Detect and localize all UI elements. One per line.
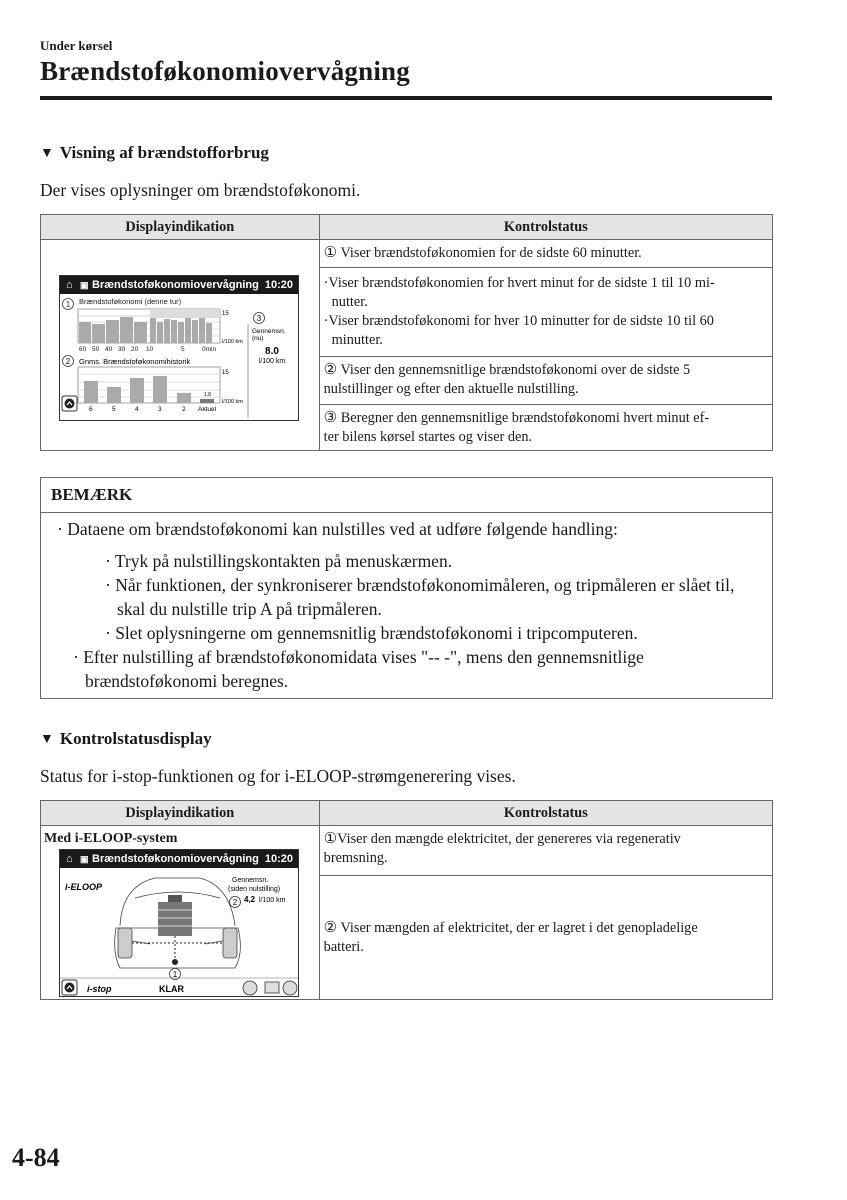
chart2-bar (153, 376, 167, 403)
status-text: bremsning. (323, 850, 388, 866)
home-icon: ⌂ (66, 853, 73, 865)
note-subline: · Slet oplysningerne om gennemsnitlig brændstoføkonomi i tripcomputeren. (105, 623, 638, 643)
back-button-icon (65, 399, 75, 409)
avg-label: Gennemsn. (252, 328, 286, 335)
marker-2-text: 2 (232, 898, 238, 907)
screen-time: 10:20 (264, 853, 293, 865)
circled-number-icon: ② (323, 360, 338, 378)
avg-unit: l/100 km (258, 358, 286, 365)
chart1-unit: l/100 km (222, 339, 243, 345)
istop-status: KLAR (159, 984, 184, 994)
status-row-1 (319, 240, 772, 268)
chart1-bar (92, 324, 105, 343)
chart1-bar (164, 319, 170, 343)
chart2-ticks (89, 406, 217, 413)
marker-1-text: 1 (172, 970, 178, 979)
chart1-bar (178, 322, 184, 343)
status-text: minutter. (331, 332, 383, 348)
chart1-label: Brændstoføkonomi (denne tur) (79, 297, 182, 306)
chart1-bar (199, 318, 205, 343)
marker-2-text: 2 (65, 357, 71, 366)
screen-title-bar (60, 850, 298, 868)
status-text: ter bilens kørsel startes og viser den. (323, 429, 533, 445)
chart1-tick: 5 (181, 346, 185, 353)
chart1-tick: 40 (105, 346, 113, 353)
page-number: 4-84 (12, 1143, 60, 1172)
circled-number-icon: ② (323, 918, 338, 936)
chart2-bar-current (200, 399, 214, 403)
chart2-tick: 3 (158, 406, 162, 413)
chart1-tick: 50 (92, 346, 100, 353)
circled-number-icon: ① (323, 829, 338, 847)
chart1-bar (79, 322, 91, 343)
marker-3-text: 3 (256, 314, 262, 323)
display-cell (41, 240, 320, 451)
status-text: nutter. (331, 294, 368, 310)
chart1-band (150, 309, 220, 318)
energy-flow-lines (132, 936, 223, 963)
note-box (40, 477, 773, 699)
battery-block (158, 902, 192, 936)
status-text: batteri. (323, 939, 364, 955)
chart2-tick: Aktuel (198, 406, 217, 413)
status-row-2 (319, 876, 772, 1000)
system-label: Med i-ELOOP-system (44, 831, 178, 846)
avg-label-sub: (nu) (252, 335, 264, 342)
note-subline: · Når funktionen, der synkroniserer brændstoføkonomimåleren, og tripmåleren er slået til, skal du nulstille trip A på tripmåleren. (105, 575, 735, 619)
chart1-bar (157, 322, 163, 343)
chart1-tick: 30 (118, 346, 126, 353)
istop-logo-text: i-stop (87, 984, 112, 994)
note-subline: · Tryk på nulstillingskontakten på menuskærmen. (105, 551, 453, 571)
chart1-tick: 20 (131, 346, 139, 353)
status-row-1 (319, 826, 772, 876)
note-line: · Efter nulstilling af brændstoføkonomidata vises "-- -", mens den gennemsnitlige brændstoføkonomi beregnes. (73, 647, 644, 691)
chart1-bar (171, 320, 177, 343)
chart2-bar (177, 393, 191, 403)
section-heading-status (40, 729, 212, 749)
flow-node (172, 959, 178, 965)
screen-time: 10:20 (264, 279, 293, 291)
consumption-table (40, 214, 773, 451)
chart2-bar (107, 387, 121, 403)
chart1-tick: 60 (79, 346, 87, 353)
chart2-bar-label: 1.8 (204, 392, 211, 398)
col-header-status: Kontrolstatus (319, 801, 772, 826)
chart2-bar (130, 378, 144, 403)
chart1-bar (134, 322, 147, 343)
screen-title: Brændstoføkonomiovervågning (92, 279, 259, 291)
chart1-bar (206, 323, 212, 343)
status-row-2 (319, 357, 772, 405)
col-header-display: Displayindikation (41, 215, 320, 240)
col-header-display: Displayindikation (41, 801, 320, 826)
ieloop-logo-text: i-ELOOP (65, 882, 103, 892)
marker-1-text: 1 (65, 300, 71, 309)
avg-label-sub: (siden nulstilling) (228, 886, 281, 893)
status-row-1b (319, 268, 772, 357)
back-button-icon (65, 983, 75, 993)
section-intro: Status for i-stop-funktionen og for i-ELOOP-strømgenerering vises. (40, 766, 516, 786)
screen-title: Brændstoføkonomiovervågning (92, 853, 259, 865)
chart2-tick: 5 (112, 406, 116, 413)
status-text: Viser mængden af elektricitet, der er lagret i det genopladelige (340, 920, 698, 936)
section-heading-text: Kontrolstatusdisplay (59, 729, 212, 748)
avg-unit: l/100 km (259, 897, 286, 904)
chart1-bar (120, 317, 133, 343)
battery-cap (168, 895, 182, 902)
chart1-bar (192, 320, 198, 343)
status-text: Viser brændstoføkonomien for de sidste 60 minutter. (340, 245, 642, 261)
title-rule (40, 96, 772, 100)
fuel-monitor-screen (59, 275, 299, 421)
circled-number-icon: ③ (323, 408, 338, 426)
chart1-bar (106, 320, 119, 343)
note-heading: BEMÆRK (41, 478, 772, 513)
chart2-tick: 4 (135, 406, 139, 413)
chart1-tick: 10 (146, 346, 154, 353)
fuel-icon: ▣ (80, 854, 89, 864)
home-icon: ⌂ (66, 279, 73, 291)
status-text: nulstillinger og efter den aktuelle nulstilling. (323, 381, 579, 397)
fuel-charts (60, 294, 298, 420)
chart2-bar (84, 381, 98, 403)
chart2-ymax: 15 (222, 370, 229, 376)
status-text: ·Viser brændstoføkonomi for hver 10 minutter for de sidste 10 til 60 (323, 313, 714, 329)
chart2-tick: 6 (89, 406, 93, 413)
note-line: · Dataene om brændstoføkonomi kan nulstilles ved at udføre følgende handling: (57, 519, 618, 539)
triangle-down-icon: ▼ (40, 146, 54, 161)
battery-icon (265, 982, 279, 993)
chart2-unit: l/100 km (222, 399, 243, 405)
chart1-bar (150, 318, 156, 343)
chart1-tick: 0min (202, 346, 217, 353)
chart2-frame (78, 367, 220, 403)
section-intro: Der vises oplysninger om brændstoføkonomi. (40, 180, 361, 200)
avg-value: 8.0 (265, 346, 279, 357)
status-text: Viser den mængde elektricitet, der genereres via regenerativ (337, 831, 681, 847)
chart1-ymax: 15 (222, 311, 229, 317)
status-table (40, 800, 773, 1000)
circled-number-icon: ① (323, 243, 338, 261)
section-heading-consumption (40, 143, 269, 163)
section-heading-text: Visning af brændstofforbrug (59, 143, 269, 162)
status-text: Beregner den gennemsnitlige brændstoføkonomi hvert minut ef- (340, 410, 710, 426)
display-cell (41, 826, 320, 1000)
col-header-status: Kontrolstatus (319, 215, 772, 240)
ieloop-diagram (60, 868, 298, 996)
note-body (41, 513, 772, 693)
ieloop-screen (59, 849, 299, 997)
avg-value: 4,2 (244, 895, 256, 904)
status-text: ·Viser brændstoføkonomien for hvert minut for de sidste 1 til 10 mi- (323, 275, 715, 291)
running-header: Under kørsel (40, 38, 113, 53)
status-icons (243, 981, 297, 995)
chart1-ticks (79, 346, 216, 353)
chart1-bar (185, 318, 191, 343)
steering-icon (243, 981, 257, 995)
chart2-label: Gnms. Brændstoføkonomihistorik (79, 357, 191, 366)
triangle-down-icon: ▼ (40, 732, 54, 747)
fuel-icon: ▣ (80, 280, 89, 290)
page-title: Brændstoføkonomiovervågning (40, 56, 410, 86)
status-text: Viser den gennemsnitlige brændstoføkonomi over de sidste 5 (340, 362, 691, 378)
screen-title-bar (60, 276, 298, 294)
chart2-tick: 2 (182, 406, 186, 413)
avg-label: Gennemsn. (232, 877, 269, 884)
brake-icon (283, 981, 297, 995)
status-row-3 (319, 405, 772, 451)
